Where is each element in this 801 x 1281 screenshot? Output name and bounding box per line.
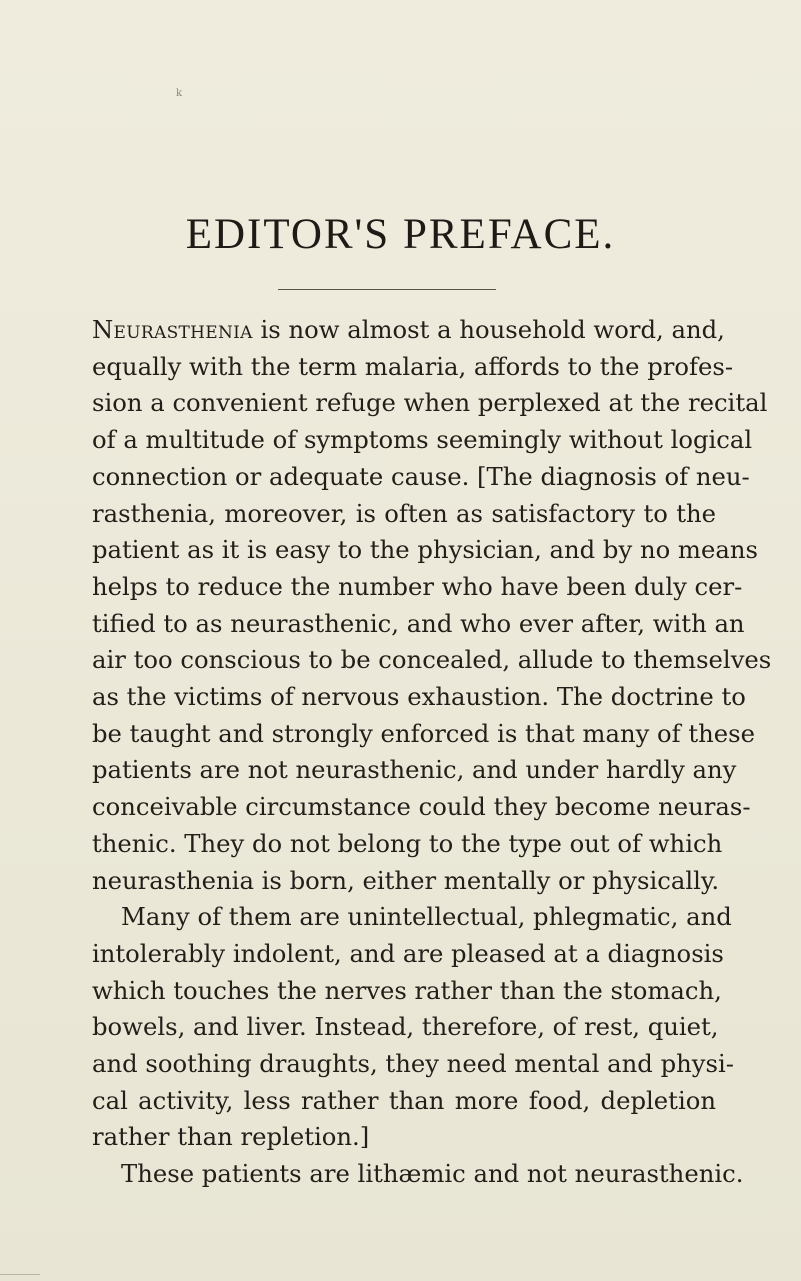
text-line: as the victims of nervous exhaustion. The doctrine to <box>92 682 746 712</box>
text-line: and soothing draughts, they need mental and physi- <box>92 1049 734 1079</box>
text-line: intolerably indolent, and are pleased at a diagnosis <box>92 938 724 968</box>
text-line: Many of them are unintellectual, phlegmatic, and <box>121 902 732 932</box>
text-line: rather than repletion.] <box>92 1122 370 1152</box>
text-line: helps to reduce the number who have been duly cer- <box>92 571 743 601</box>
print-speck: k <box>176 88 183 99</box>
text-line: patients are not neurasthenic, and under hardly any <box>92 755 737 785</box>
text-line: cal activity, less rather than more food, depletion <box>92 1085 716 1115</box>
text-line: sion a convenient refuge when perplexed at the recital <box>92 388 768 418</box>
text-line: be taught and strongly enforced is that many of these <box>92 718 756 748</box>
page-title: EDITOR'S PREFACE. <box>185 211 616 258</box>
preface-body <box>92 312 772 1193</box>
lead-word: Neurasthenia <box>92 315 253 344</box>
text-line: These patients are lithæmic and not neurasthenic. <box>121 1159 744 1189</box>
text-line: tified to as neurasthenic, and who ever after, with an <box>92 608 745 638</box>
text-line: Neurasthenia is now almost a household word, and, <box>92 315 725 344</box>
text-line: bowels, and liver. Instead, therefore, of rest, quiet, <box>92 1012 719 1042</box>
text-line: patient as it is easy to the physician, and by no means <box>92 535 758 565</box>
text-line: air too conscious to be concealed, allude to themselves <box>92 645 772 675</box>
text-line: of a multitude of symptoms seemingly without logical <box>92 425 753 455</box>
text-line: connection or adequate cause. [The diagnosis of neu- <box>92 461 750 491</box>
text-line: which touches the nerves rather than the stomach, <box>92 975 722 1005</box>
text-line: equally with the term malaria, affords to the profes- <box>92 351 734 381</box>
title-rule <box>278 289 496 290</box>
text-line: conceivable circumstance could they become neuras- <box>92 792 751 822</box>
page-edge-mark <box>0 1274 40 1275</box>
text-line: rasthenia, moreover, is often as satisfactory to the <box>92 498 716 528</box>
text-line: neurasthenia is born, either mentally or physically. <box>92 865 720 895</box>
text-line: thenic. They do not belong to the type out of which <box>92 828 723 858</box>
